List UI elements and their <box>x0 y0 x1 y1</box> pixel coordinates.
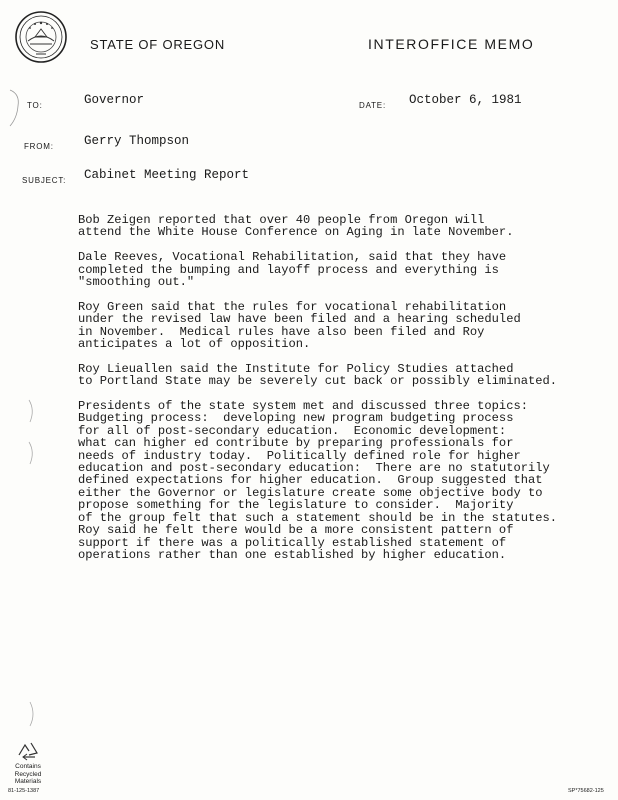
margin-mark-icon <box>6 88 24 128</box>
text-line: Dale Reeves, Vocational Rehabilitation, said that they have <box>78 250 507 265</box>
state-seal-icon <box>15 11 67 63</box>
stock-number: SP*75682-125 <box>568 788 604 794</box>
agency-name: STATE OF OREGON <box>90 37 226 52</box>
subject-value: Cabinet Meeting Report <box>84 168 250 182</box>
text-line: to Portland State may be severely cut back or possibly eliminated. <box>78 374 557 389</box>
text-line: for all of post-secondary education. Economic development: <box>78 423 507 438</box>
from-value: Gerry Thompson <box>84 134 190 148</box>
text-line: education and post-secondary education: There are no statutorily <box>78 461 550 476</box>
text-line: needs of industry today. Politically defined role for higher <box>78 448 521 463</box>
text-line: Budgeting process: developing new program budgeting process <box>78 411 514 426</box>
text-line: defined expectations for higher education. Group suggested that <box>78 473 543 488</box>
text-line: attend the White House Conference on Aging in late November. <box>78 225 514 240</box>
text-line: in November. Medical rules have also been filed and Roy <box>78 324 485 339</box>
recycled-note: Contains Recycled Materials <box>14 763 42 785</box>
margin-mark-icon <box>26 398 38 468</box>
from-label: FROM: <box>24 142 54 151</box>
text-line: Roy Lieuallen said the Institute for Policy Studies attached <box>78 361 514 376</box>
text-line: anticipates a lot of opposition. <box>78 337 311 352</box>
text-line: operations rather than one established by higher education. <box>78 547 507 562</box>
text-line: of the group felt that such a statement should be in the statutes. <box>78 510 557 525</box>
paragraph <box>78 400 593 561</box>
date-label: DATE: <box>359 101 386 110</box>
text-line: Presidents of the state system met and discussed three topics: <box>78 399 528 414</box>
text-line: Roy Green said that the rules for vocational rehabilitation <box>78 299 507 314</box>
text-line: Bob Zeigen reported that over 40 people from Oregon will <box>78 213 485 227</box>
text-line: propose something for the legislature to consider. Majority <box>78 498 514 513</box>
date-value: October 6, 1981 <box>409 93 522 107</box>
text-line: support if there was a politically established statement of <box>78 535 507 550</box>
text-line: Roy said he felt there would be a more consistent pattern of <box>78 523 514 538</box>
subject-label: SUBJECT: <box>22 176 67 185</box>
paragraph <box>78 363 593 388</box>
text-line: under the revised law have been filed and a hearing scheduled <box>78 312 521 327</box>
form-number: 81-125-1387 <box>8 788 40 794</box>
memo-type-title: INTEROFFICE MEMO <box>368 36 535 52</box>
paragraph <box>78 301 593 351</box>
text-line: what can higher ed contribute by preparing professionals for <box>78 436 514 451</box>
text-line: "smoothing out." <box>78 275 195 290</box>
margin-mark-icon <box>26 700 38 730</box>
paragraph <box>78 214 593 239</box>
text-line: completed the bumping and layoff process and everything is <box>78 262 499 277</box>
paragraph <box>78 251 593 288</box>
memo-body <box>78 214 593 574</box>
to-label: TO: <box>27 101 43 110</box>
text-line: either the Governor or legislature create some objective body to <box>78 485 543 500</box>
recycle-icon <box>9 735 49 761</box>
to-value: Governor <box>84 93 145 107</box>
